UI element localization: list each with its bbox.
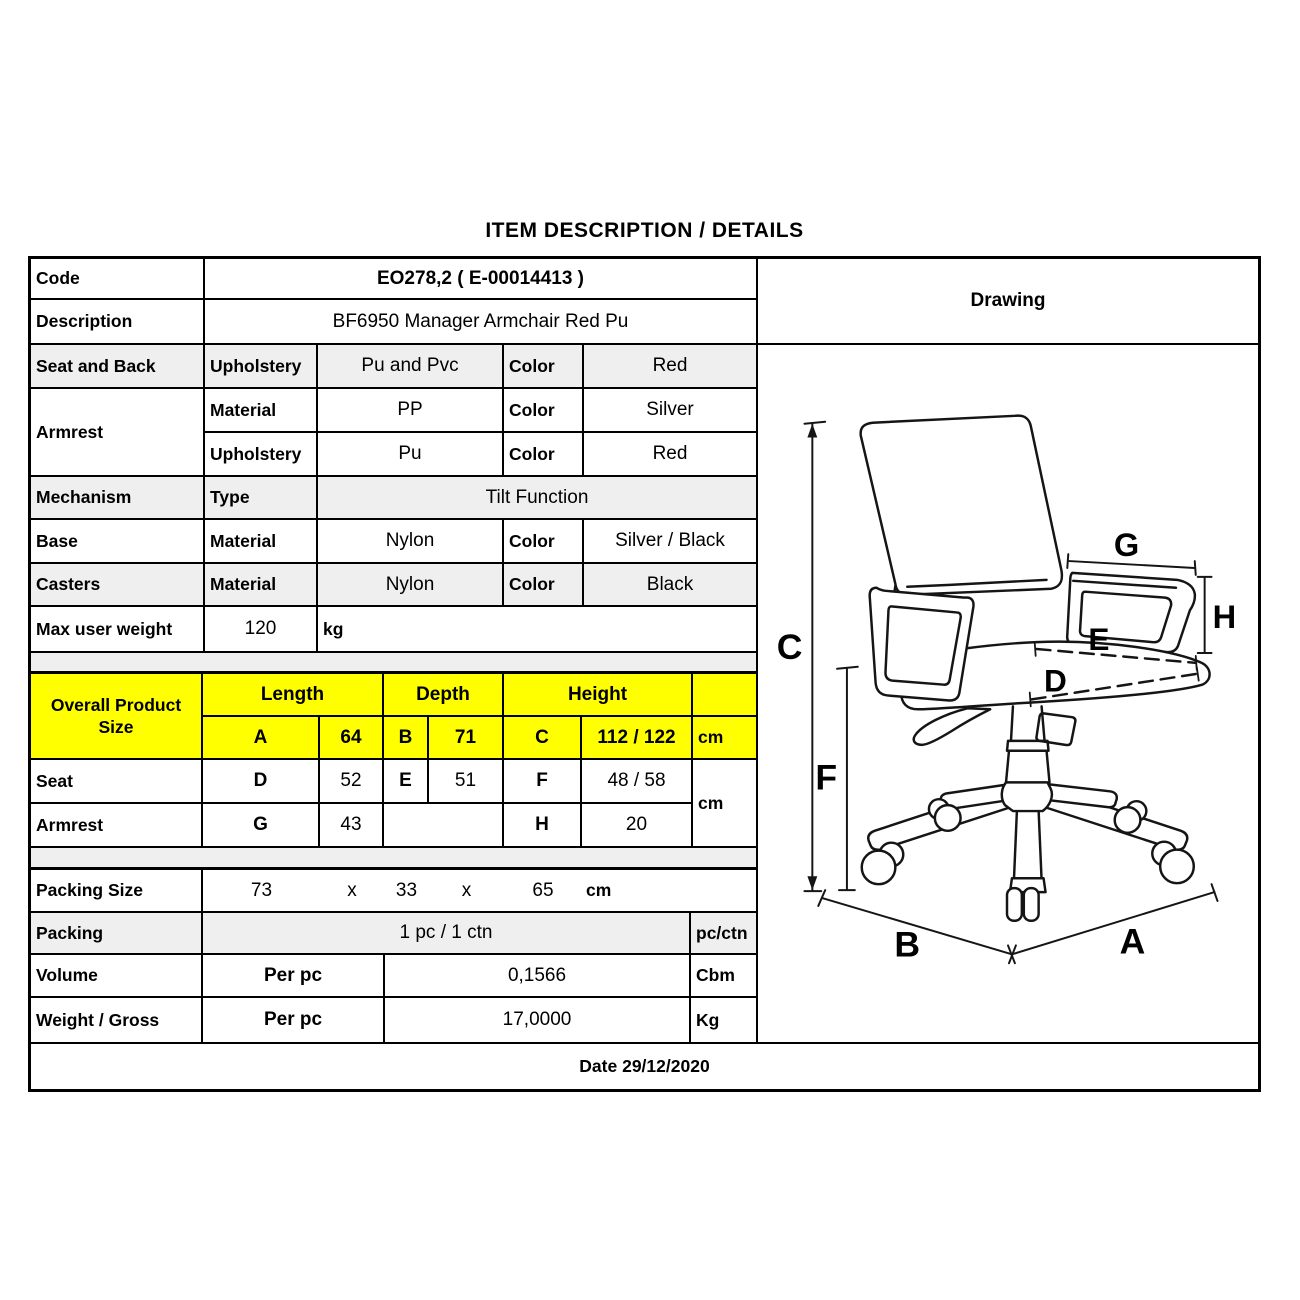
mechanism-label: Mechanism xyxy=(31,477,205,518)
armrest-g-value: 43 xyxy=(320,804,384,846)
weight-per: Per pc xyxy=(203,998,385,1042)
casters-value: Nylon xyxy=(318,564,504,605)
mechanism-value: Tilt Function xyxy=(485,486,589,508)
seat-size-row xyxy=(31,760,693,804)
chair-armrest-left xyxy=(870,588,974,701)
drawing-header: Drawing xyxy=(758,259,1258,345)
row-description xyxy=(31,300,756,345)
armrest-row-upholstery xyxy=(205,433,756,475)
seat-e-value: 51 xyxy=(429,760,504,802)
row-seat-armrest-group xyxy=(31,760,756,848)
code-label: Code xyxy=(31,259,205,298)
armrest-material-value: PP xyxy=(318,389,504,431)
packing-size-v3: 65 xyxy=(532,879,554,901)
row-overall-size-group xyxy=(31,674,756,760)
size-b-key: B xyxy=(384,717,429,758)
volume-unit: Cbm xyxy=(696,965,735,985)
row-packing xyxy=(31,913,756,955)
chair-drawing xyxy=(758,345,1258,1037)
caster-front-center xyxy=(1007,888,1039,921)
size-c-key: C xyxy=(504,717,582,758)
armrest-label: Armrest xyxy=(31,389,205,475)
row-volume xyxy=(31,955,756,998)
size-unit: cm xyxy=(693,717,756,758)
description-value: BF6950 Manager Armchair Red Pu xyxy=(332,310,629,332)
size-c-value: 112 / 122 xyxy=(582,717,693,758)
label-c: C xyxy=(776,626,803,667)
row-max-user-weight xyxy=(31,607,756,653)
armrest-upholstery-color: Red xyxy=(652,443,688,464)
caster-front-left xyxy=(862,843,904,885)
chair-tilt-lever xyxy=(914,708,991,745)
armrest-size-label: Armrest xyxy=(31,804,203,846)
row-weight-gross xyxy=(31,998,756,1042)
armrest-upholstery-color-label: Color xyxy=(504,433,584,475)
chair-gas-lift xyxy=(1006,706,1049,782)
volume-per: Per pc xyxy=(203,955,385,996)
size-a-key: A xyxy=(203,717,320,758)
casters-color-label: Color xyxy=(504,564,584,605)
size-header-height: Height xyxy=(504,674,693,715)
seat-back-color: Red xyxy=(652,355,688,376)
size-values-row xyxy=(203,717,756,758)
size-header-length: Length xyxy=(203,674,384,715)
label-b: B xyxy=(894,924,921,965)
chair-armrest-right xyxy=(1067,573,1195,652)
packing-unit: pc/ctn xyxy=(696,922,748,943)
caster-front-right xyxy=(1152,842,1194,884)
label-f: F xyxy=(815,757,838,798)
packing-size-values xyxy=(203,870,756,911)
row-base xyxy=(31,520,756,564)
chair-base xyxy=(868,782,1187,892)
armrest-material-sub: Material xyxy=(205,389,318,431)
size-header-row xyxy=(203,674,756,717)
armrest-upholstery-value: Pu xyxy=(318,433,504,475)
armrest-h-key: H xyxy=(504,804,582,846)
spec-table xyxy=(28,256,1261,1092)
packing-size-v1: 73 xyxy=(250,879,273,901)
seat-back-sub: Upholstery xyxy=(205,345,318,387)
max-weight-unit: kg xyxy=(323,618,344,639)
base-color-label: Color xyxy=(504,520,584,562)
max-weight-label: Max user weight xyxy=(31,607,205,651)
packing-size-label: Packing Size xyxy=(31,870,203,911)
armrest-material-color: Silver xyxy=(646,399,694,420)
label-d: D xyxy=(1044,662,1067,699)
packing-size-x1: x xyxy=(347,879,357,901)
overall-size-label-line1: Overall Product xyxy=(50,695,182,715)
armrest-material-color-label: Color xyxy=(504,389,584,431)
dimension-line-c xyxy=(804,422,825,891)
packing-size-x2: x xyxy=(461,879,472,901)
row-casters xyxy=(31,564,756,607)
packing-size-v2: 33 xyxy=(395,879,418,901)
row-code xyxy=(31,259,756,300)
seat-f-value: 48 / 58 xyxy=(582,760,693,802)
seat-f-key: F xyxy=(504,760,582,802)
size-b-value: 71 xyxy=(429,717,504,758)
seat-armrest-span-unit: cm xyxy=(698,792,724,813)
row-armrest-group xyxy=(31,389,756,477)
weight-value: 17,0000 xyxy=(385,998,691,1042)
row-seat-and-back xyxy=(31,345,756,389)
main-area xyxy=(31,259,1258,1042)
weight-unit: Kg xyxy=(696,1009,720,1030)
volume-value: 0,1566 xyxy=(385,955,691,996)
armrest-row-material xyxy=(205,389,756,433)
packing-size-unit: cm xyxy=(586,880,612,900)
row-packing-size xyxy=(31,870,756,913)
row-mechanism xyxy=(31,477,756,520)
armrest-h-value: 20 xyxy=(582,804,693,846)
seat-back-value: Pu and Pvc xyxy=(318,345,504,387)
seat-d-key: D xyxy=(203,760,320,802)
packing-value: 1 pc / 1 ctn xyxy=(203,913,691,953)
size-header-empty xyxy=(693,674,756,715)
armrest-empty-cell xyxy=(384,804,504,846)
seat-back-label: Seat and Back xyxy=(31,345,205,387)
spacer-row xyxy=(31,653,756,674)
seat-d-value: 52 xyxy=(320,760,384,802)
casters-label: Casters xyxy=(31,564,205,605)
mechanism-sub: Type xyxy=(205,477,318,518)
seat-back-color-label: Color xyxy=(504,345,584,387)
date-row: Date 29/12/2020 xyxy=(31,1042,1258,1089)
armrest-upholstery-sub: Upholstery xyxy=(205,433,318,475)
drawing-pane xyxy=(758,259,1258,1042)
drawing-area xyxy=(758,345,1258,1042)
armrest-size-row xyxy=(31,804,693,846)
weight-label: Weight / Gross xyxy=(31,998,203,1042)
code-value: EO278,2 ( E-00014413 ) xyxy=(376,267,585,289)
size-header-depth: Depth xyxy=(384,674,504,715)
overall-size-label xyxy=(31,674,203,758)
dimension-line-f xyxy=(837,667,858,890)
seat-size-label: Seat xyxy=(31,760,203,802)
description-label: Description xyxy=(31,300,205,343)
seat-e-key: E xyxy=(384,760,429,802)
casters-color: Black xyxy=(646,573,694,595)
packing-label: Packing xyxy=(31,913,203,953)
overall-size-label-line2: Size xyxy=(98,717,134,737)
page-title: ITEM DESCRIPTION / DETAILS xyxy=(485,219,804,242)
label-a: A xyxy=(1119,921,1146,962)
label-g: G xyxy=(1113,526,1140,564)
casters-sub: Material xyxy=(205,564,318,605)
base-label: Base xyxy=(31,520,205,562)
spec-left-pane xyxy=(31,259,758,1042)
base-color: Silver / Black xyxy=(615,530,725,551)
volume-label: Volume xyxy=(31,955,203,996)
base-sub: Material xyxy=(205,520,318,562)
base-value: Nylon xyxy=(318,520,504,562)
size-a-value: 64 xyxy=(320,717,384,758)
label-e: E xyxy=(1088,620,1110,657)
armrest-g-key: G xyxy=(203,804,320,846)
spacer-row xyxy=(31,848,756,870)
label-h: H xyxy=(1212,598,1237,636)
dimension-line-h xyxy=(1198,577,1212,653)
max-weight-value: 120 xyxy=(205,607,318,651)
